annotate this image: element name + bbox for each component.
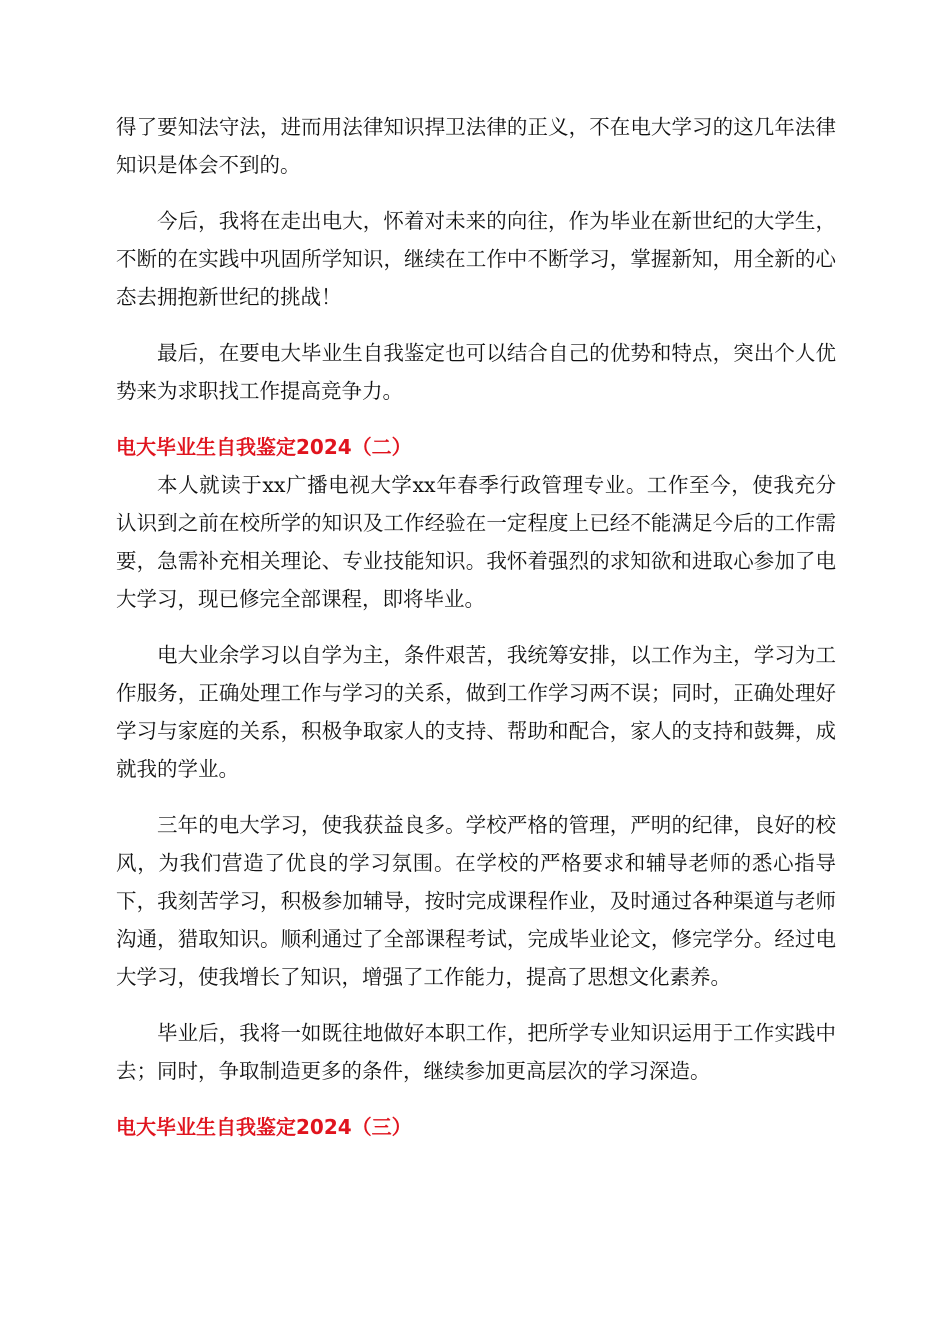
paragraph-closing-note: 最后，在要电大毕业生自我鉴定也可以结合自己的优势和特点，突出个人优势来为求职找工作提高竞争力。 [116,341,836,403]
paragraph-study-approach: 电大业余学习以自学为主，条件艰苦，我统筹安排，以工作为主，学习为工作服务，正确处理工作与学习的关系，做到工作学习两不误；同时，正确处理好学习与家庭的关系，积极争取家人的支持、帮助和配合，家人的支持和鼓舞，成就我的学业。 [116,643,836,781]
section-heading-3: 电大毕业生自我鉴定2024（三） [116,1115,412,1139]
paragraph-future-plans: 今后，我将在走出电大，怀着对未来的向往，作为毕业在新世纪的大学生，不断的在实践中巩固所学知识，继续在工作中不断学习，掌握新知，用全新的心态去拥抱新世纪的挑战！ [116,209,836,309]
section-heading-2: 电大毕业生自我鉴定2024（二） [116,435,412,459]
paragraph-after-graduation: 毕业后，我将一如既往地做好本职工作，把所学专业知识运用于工作实践中去；同时，争取制造更多的条件，继续参加更高层次的学习深造。 [116,1021,836,1083]
document-page [116,108,836,1146]
paragraph-introduction: 本人就读于xx广播电视大学xx年春季行政管理专业。工作至今，使我充分认识到之前在校所学的知识及工作经验在一定程度上已经不能满足今后的工作需要，急需补充相关理论、专业技能知识。我怀着强烈的求知欲和进取心参加了电大学习，现已修完全部课程，即将毕业。 [116,473,836,611]
paragraph-continuation: 得了要知法守法，进而用法律知识捍卫法律的正义，不在电大学习的这几年法律知识是体会不到的。 [116,115,836,177]
paragraph-study-results: 三年的电大学习，使我获益良多。学校严格的管理，严明的纪律，良好的校风，为我们营造了优良的学习氛围。在学校的严格要求和辅导老师的悉心指导下，我刻苦学习，积极参加辅导，按时完成课程作业，及时通过各种渠道与老师沟通，猎取知识。顺利通过了全部课程考试，完成毕业论文，修完学分。经过电大学习，使我增长了知识，增强了工作能力，提高了思想文化素养。 [116,813,836,989]
